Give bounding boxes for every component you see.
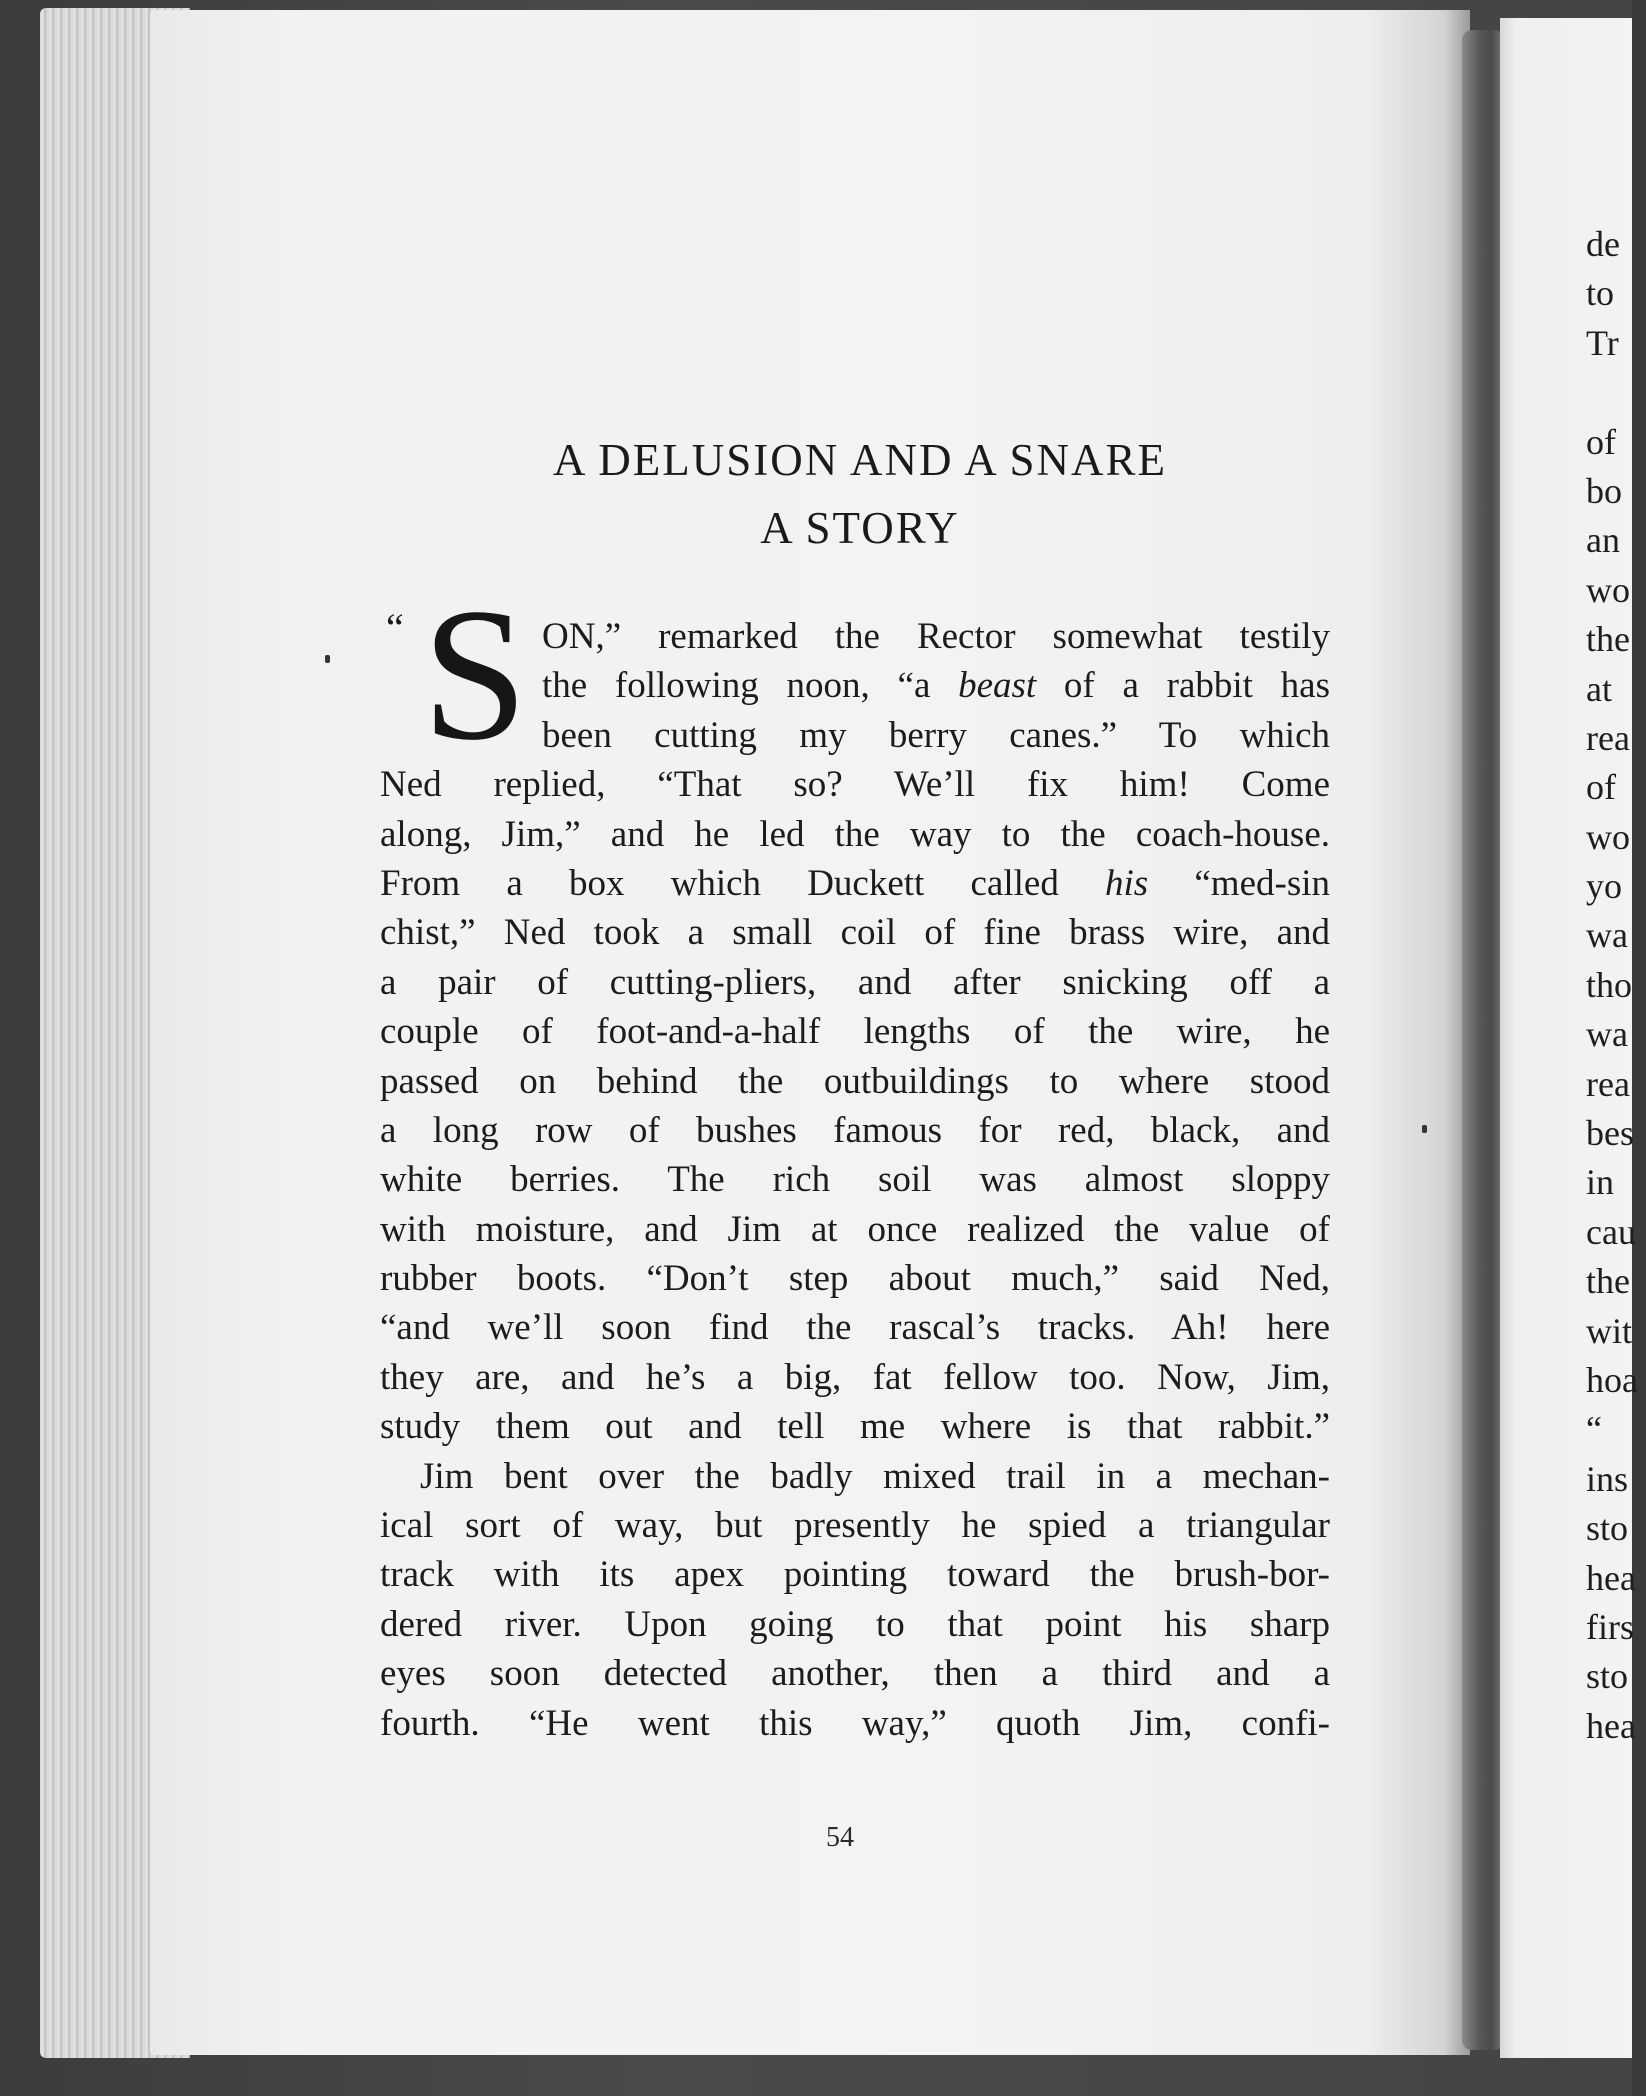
page-speck xyxy=(1422,1125,1427,1133)
facing-page-fragment: wa xyxy=(1586,915,1628,956)
text-line: ON,” remarked the Rector somewhat testily xyxy=(542,616,1330,657)
facing-page-fragment: tho xyxy=(1586,964,1633,1005)
text-line: a long row of bushes famous for red, black, and xyxy=(380,1109,1330,1151)
facing-page-fragment: Tr xyxy=(1586,322,1619,363)
facing-page-fragment: firs xyxy=(1586,1606,1634,1647)
facing-page-fragment: de xyxy=(1586,224,1620,264)
facing-page-fragment: cau xyxy=(1586,1211,1636,1252)
facing-page-fragment: sto xyxy=(1586,1656,1629,1697)
page-number: 54 xyxy=(826,1822,854,1853)
text-line: study them out and tell me where is that rabbit.” xyxy=(380,1406,1330,1448)
text-line: track with its apex pointing toward the brush-bor- xyxy=(380,1554,1330,1596)
book-gutter xyxy=(1462,30,1504,2050)
facing-page-fragment: bo xyxy=(1586,470,1622,511)
text-line: they are, and he’s a big, fat fellow too. Now, Jim, xyxy=(380,1356,1330,1398)
facing-page-text xyxy=(1586,220,1646,1751)
facing-page-fragment: in xyxy=(1586,1162,1615,1203)
page-speck xyxy=(325,655,330,663)
facing-page-fragment: wa xyxy=(1586,1014,1628,1055)
facing-page-fragment: the xyxy=(1586,1261,1630,1302)
facing-page-fragment: hea xyxy=(1586,1705,1636,1746)
facing-page-fragment: hea xyxy=(1586,1557,1636,1598)
opening-quote-mark: “ xyxy=(386,605,404,650)
facing-page-fragment: to xyxy=(1586,273,1615,314)
body-text xyxy=(380,612,1330,1748)
facing-page-fragment: wo xyxy=(1586,816,1630,857)
facing-page-fragment xyxy=(1586,368,1646,417)
facing-page-fragment: sto xyxy=(1586,1508,1629,1549)
facing-page-fragment: rea xyxy=(1586,717,1630,758)
facing-page-fragment: wo xyxy=(1586,569,1630,610)
facing-page-fragment: at xyxy=(1586,668,1612,709)
facing-page-fragment: “ xyxy=(1586,1409,1602,1450)
facing-page-fragment: an xyxy=(1586,520,1620,561)
text-line: couple of foot-and-a-half lengths of the wire, he xyxy=(380,1011,1330,1053)
text-line: dered river. Upon going to that point his sharp xyxy=(380,1603,1330,1645)
text-line: passed on behind the outbuildings to where stood xyxy=(380,1060,1330,1102)
text-line: fourth. “He went this way,” quoth Jim, confi- xyxy=(380,1702,1330,1744)
chapter-title: A DELUSION AND A SNARE xyxy=(552,435,1168,485)
facing-page-fragment: wit xyxy=(1586,1310,1633,1351)
text-line: rubber boots. “Don’t step about much,” said Ned, xyxy=(380,1258,1330,1300)
text-line: the following noon, “a beast of a rabbit has xyxy=(542,665,1330,707)
text-line: From a box which Duckett called his “med-sin xyxy=(380,862,1330,904)
facing-page-fragment: yo xyxy=(1586,866,1622,907)
text-line: chist,” Ned took a small coil of fine brass wire, and xyxy=(380,912,1330,954)
facing-page-fragment: rea xyxy=(1586,1063,1630,1104)
text-line: Jim bent over the badly mixed trail in a mechan- xyxy=(420,1455,1330,1497)
chapter-subtitle: A STORY xyxy=(760,503,960,553)
facing-page-fragment: hoa xyxy=(1586,1359,1638,1400)
text-line: ical sort of way, but presently he spied a triangular xyxy=(380,1505,1330,1547)
facing-page-fragment: of xyxy=(1586,421,1616,462)
text-line: white berries. The rich soil was almost sloppy xyxy=(380,1159,1330,1201)
text-line: along, Jim,” and he led the way to the coach-house. xyxy=(380,813,1330,855)
text-line: Ned replied, “That so? We’ll fix him! Come xyxy=(380,764,1330,806)
facing-page-fragment: the xyxy=(1586,619,1630,660)
drop-cap: S xyxy=(422,570,528,780)
facing-page-fragment: bes xyxy=(1586,1113,1634,1154)
text-line: a pair of cutting-pliers, and after snicking off a xyxy=(380,961,1330,1003)
facing-page-fragment: ins xyxy=(1586,1458,1629,1499)
text-line: “and we’ll soon find the rascal’s tracks. Ah! here xyxy=(380,1307,1330,1349)
text-line: with moisture, and Jim at once realized the value of xyxy=(380,1208,1330,1250)
text-line: been cutting my berry canes.” To which xyxy=(542,714,1330,756)
facing-page-fragment: of xyxy=(1586,767,1616,808)
text-line: eyes soon detected another, then a third and a xyxy=(380,1653,1330,1695)
